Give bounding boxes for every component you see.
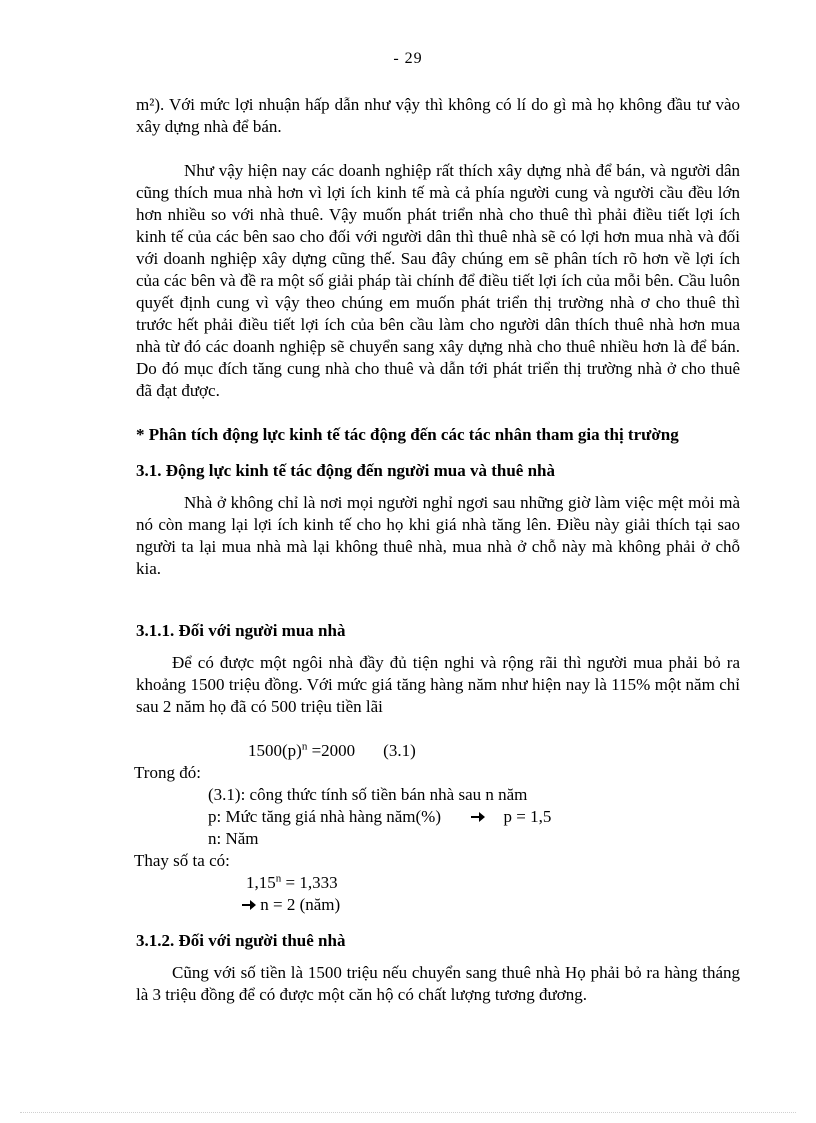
paragraph-3-1: Nhà ở không chỉ là nơi mọi người nghỉ ngơi sau những giờ làm việc mệt mỏi mà nó còn mang lại lợi ích kinh tế cho họ khi giá nhà tăng lên. Điều này giải thích tại sao người ta lại mua nhà mà lại không thuê nhà, mua nhà ở chỗ này mà không phải ở chỗ kia. xyxy=(136,493,740,578)
heading-3-1: 3.1. Động lực kinh tế tác động đến người mua và thuê nhà xyxy=(136,461,555,480)
definition-n: n: Năm xyxy=(208,829,259,848)
definition-p xyxy=(208,806,740,828)
calc-rest: = 1,333 xyxy=(281,873,338,892)
formula-lhs: 1500(p) xyxy=(248,741,302,760)
heading-economic-analysis: * Phân tích động lực kinh tế tác động đến các tác nhân tham gia thị trường xyxy=(136,425,679,444)
formula-exponent: n xyxy=(301,740,308,753)
paragraph-3-1-1: Để có được một ngôi nhà đầy đủ tiện nghi và rộng rãi thì người mua phải bỏ ra khoảng 1500 triệu đồng. Với mức giá tăng hàng năm như hiện nay là 115% một năm chỉ sau 2 năm họ đã có 500 triệu tiền lãi xyxy=(136,653,740,716)
calc-exponent: n xyxy=(275,872,282,885)
where-label: Trong đó: xyxy=(134,763,201,782)
right-arrow-icon xyxy=(242,899,256,911)
substitute-label: Thay số ta có: xyxy=(134,851,230,870)
heading-3-1-1: 3.1.1. Đối với người mua nhà xyxy=(136,621,346,640)
formula-reference: (3.1) xyxy=(383,741,416,760)
formula-rhs: =2000 xyxy=(307,741,356,760)
definitions-list xyxy=(208,784,740,850)
calculation xyxy=(246,872,740,916)
heading-3-1-2: 3.1.2. Đối với người thuê nhà xyxy=(136,931,346,950)
definition-formula: (3.1): công thức tính số tiền bán nhà sau n năm xyxy=(208,785,528,804)
paragraph-3-1-2: Cũng với số tiền là 1500 triệu nếu chuyển sang thuê nhà Họ phải bỏ ra hàng tháng là 3 triệu đồng để có được một căn hộ có chất lượng tương đương. xyxy=(136,963,740,1004)
paragraph-intro: m²). Với mức lợi nhuận hấp dẫn như vậy thì không có lí do gì mà họ không đầu tư vào xây dựng nhà để bán. xyxy=(136,95,740,136)
bottom-rule xyxy=(20,1112,796,1113)
formula-3-1 xyxy=(248,740,740,762)
calc-base: 1,15 xyxy=(246,873,276,892)
page-content xyxy=(136,94,740,1006)
calc-result: n = 2 (năm) xyxy=(260,895,341,914)
calc-line-2 xyxy=(242,894,740,916)
paragraph-rental-development: Như vậy hiện nay các doanh nghiệp rất thích xây dựng nhà để bán, và người dân cũng thích mua nhà hơn vì lợi ích kinh tế mà cả phía người cung và người cầu đều lớn hơn nhiều so với nhà thuê. Vậy muốn phát triển nhà cho thuê thì phải điều tiết lợi ích kinh tế của các bên sao cho đối với người dân thì thuê nhà sẽ có lợi hơn mua nhà và đối với doanh nghiệp xây dựng cũng thế. Sau đây chúng em sẽ phân tích rõ hơn về lợi ích của các bên và đề ra một số giải pháp tài chính để điều tiết lợi ích của mỗi bên. Cầu luôn quyết định cung vì vậy theo chúng em muốn phát triển thị trường nhà ơ cho thuê thì trước hết phải điều tiết lợi ích của bên cầu làm cho người dân thích thuê nhà hơn mua nhà từ đó các doanh nghiệp sẽ chuyển sang xây dựng nhà cho thuê nhiều hơn là để bán. Do đó mục đích tăng cung nhà cho thuê và dẫn tới phát triển thị trường nhà ở cho thuê đã đạt được. xyxy=(136,161,740,400)
right-arrow-icon xyxy=(471,811,485,823)
definition-p-result: p = 1,5 xyxy=(503,807,552,826)
definition-p-text: p: Mức tăng giá nhà hàng năm(%) xyxy=(208,807,441,826)
page-number: - 29 xyxy=(393,50,423,67)
calc-line-1 xyxy=(246,872,740,894)
